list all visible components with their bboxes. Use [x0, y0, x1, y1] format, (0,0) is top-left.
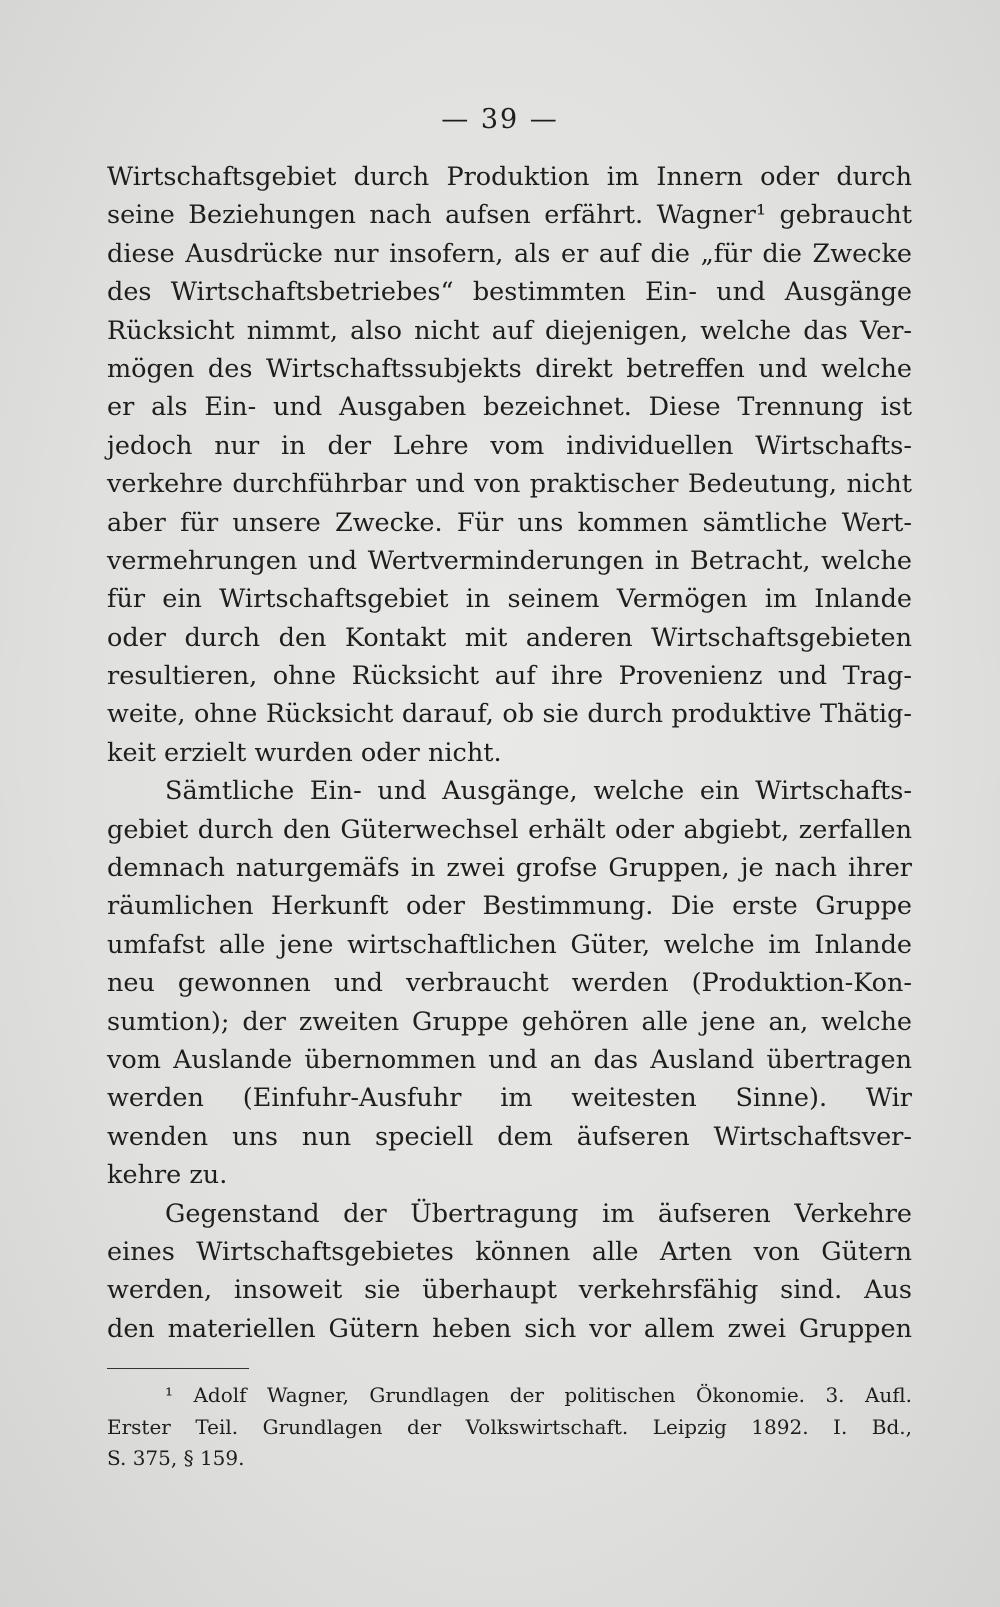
- text-line: Sämtliche Ein- und Ausgänge, welche ein Wirtschafts-: [165, 776, 912, 807]
- text-line: umfafst alle jene wirtschaftlichen Güter, welche im Inlande: [107, 929, 912, 960]
- text-line: sumtion); der zweiten Gruppe gehören alle jene an, welche: [107, 1006, 912, 1037]
- text-line: keit erzielt wurden oder nicht.: [107, 737, 502, 768]
- footnote-line: S. 375, § 159.: [107, 1446, 245, 1470]
- text-line: neu gewonnen und verbraucht werden (Produktion-Kon-: [107, 968, 912, 999]
- text-line: aber für unsere Zwecke. Für uns kommen sämtliche Wert-: [107, 507, 912, 538]
- footnote-line: ¹ Adolf Wagner, Grundlagen der politischen Ökonomie. 3. Aufl.: [165, 1383, 912, 1407]
- text-line: kehre zu.: [107, 1160, 228, 1191]
- text-line: diese Ausdrücke nur insofern, als er auf die „für die Zwecke: [107, 238, 912, 269]
- text-line: mögen des Wirtschaftssubjekts direkt betreffen und welche: [107, 353, 912, 384]
- text-line: Gegenstand der Übertragung im äufseren Verkehre: [165, 1198, 912, 1229]
- text-line: Rücksicht nimmt, also nicht auf diejenigen, welche das Ver-: [107, 315, 912, 346]
- body-text: [107, 158, 912, 1348]
- text-line: für ein Wirtschaftsgebiet in seinem Vermögen im Inlande: [107, 584, 912, 615]
- text-line: jedoch nur in der Lehre vom individuellen Wirtschafts-: [107, 430, 912, 461]
- text-line: weite, ohne Rücksicht darauf, ob sie durch produktive Thätig-: [107, 699, 912, 730]
- text-line: werden (Einfuhr-Ausfuhr im weitesten Sinne). Wir: [107, 1083, 912, 1114]
- text-line: verkehre durchführbar und von praktischer Bedeutung, nicht: [107, 469, 912, 500]
- text-line: vom Auslande übernommen und an das Ausland übertragen: [107, 1044, 912, 1075]
- text-line: resultieren, ohne Rücksicht auf ihre Provenienz und Trag-: [107, 661, 912, 692]
- footnote-line: Erster Teil. Grundlagen der Volkswirtschaft. Leipzig 1892. I. Bd.,: [107, 1414, 912, 1439]
- text-line: seine Beziehungen nach aufsen erfährt. Wagner¹ gebraucht: [107, 200, 912, 231]
- text-line: werden, insoweit sie überhaupt verkehrsfähig sind. Aus: [107, 1275, 912, 1306]
- text-line: räumlichen Herkunft oder Bestimmung. Die erste Gruppe: [107, 891, 912, 922]
- text-line: eines Wirtschaftsgebietes können alle Arten von Gütern: [107, 1236, 912, 1267]
- text-line: des Wirtschaftsbetriebes“ bestimmten Ein- und Ausgänge: [107, 277, 912, 308]
- text-line: Wirtschaftsgebiet durch Produktion im Innern oder durch: [107, 162, 912, 192]
- text-line: demnach naturgemäfs in zwei grofse Gruppen, je nach ihrer: [107, 853, 912, 884]
- text-line: gebiet durch den Güterwechsel erhält oder abgiebt, zerfallen: [107, 814, 912, 845]
- text-line: den materiellen Gütern heben sich vor allem zwei Gruppen: [107, 1313, 912, 1344]
- text-line: vermehrungen und Wertverminderungen in Betracht, welche: [107, 545, 912, 576]
- text-line: er als Ein- und Ausgaben bezeichnet. Diese Trennung ist: [107, 392, 912, 423]
- text-line: oder durch den Kontakt mit anderen Wirtschaftsgebieten: [107, 622, 912, 653]
- page-number: — 39 —: [441, 104, 559, 135]
- footnotes: [107, 1380, 912, 1475]
- text-line: wenden uns nun speciell dem äufseren Wirtschaftsver-: [107, 1121, 912, 1152]
- footnote-divider: [107, 1368, 249, 1369]
